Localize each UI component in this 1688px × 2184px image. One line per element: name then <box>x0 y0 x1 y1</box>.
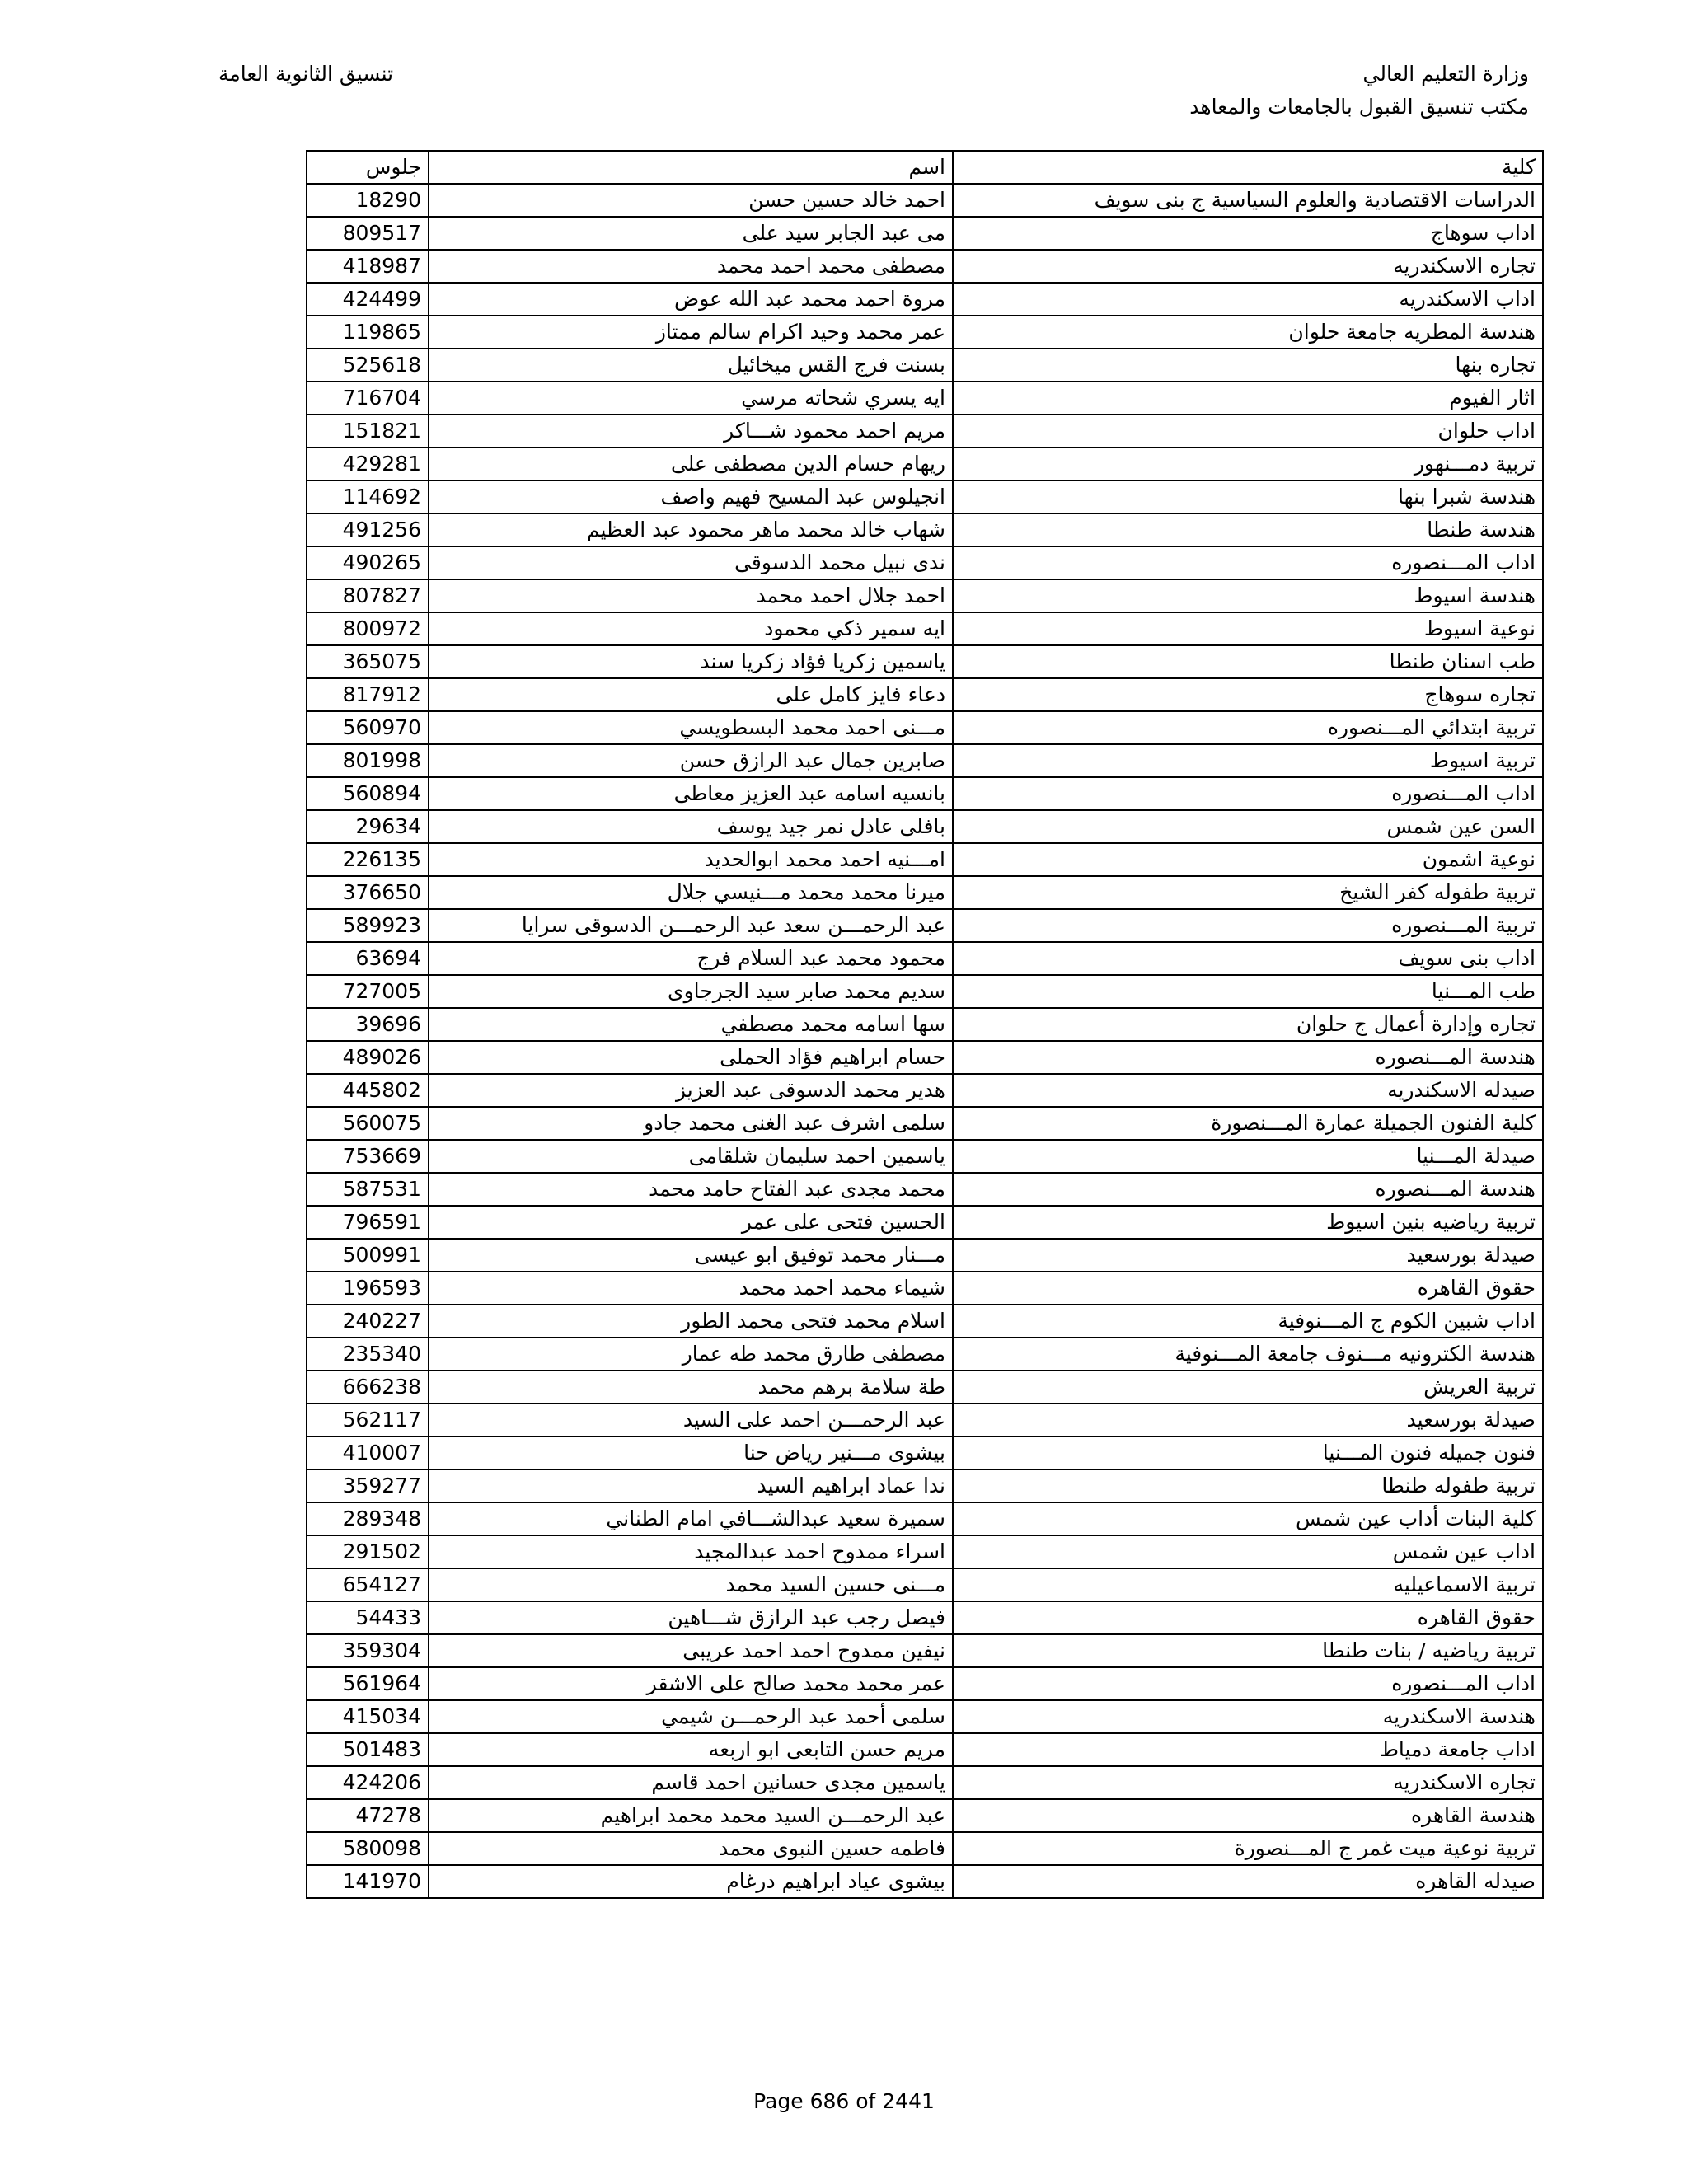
seat-cell: 196593 <box>307 1272 429 1305</box>
faculty-cell: اداب الاسكندريه <box>953 283 1543 316</box>
seat-cell: 800972 <box>307 612 429 645</box>
name-cell: ياسمين زكريا فؤاد زكريا سند <box>429 645 953 678</box>
table-row <box>307 250 1543 283</box>
faculty-cell: صيدله الاسكندريه <box>953 1074 1543 1107</box>
faculty-cell: تجاره سوهاج <box>953 678 1543 711</box>
table-row <box>307 1436 1543 1469</box>
faculty-cell: صيدلة بورسعيد <box>953 1404 1543 1436</box>
table-row <box>307 513 1543 546</box>
faculty-cell: حقوق القاهره <box>953 1601 1543 1634</box>
table-row <box>307 415 1543 448</box>
name-cell: سلمى اشرف عبد الغنى محمد جادو <box>429 1107 953 1140</box>
seat-cell: 291502 <box>307 1535 429 1568</box>
name-cell: مـــنى احمد محمد البسطويسي <box>429 711 953 744</box>
seat-cell: 489026 <box>307 1041 429 1074</box>
table-row <box>307 1469 1543 1502</box>
table-row <box>307 1766 1543 1799</box>
faculty-cell: حقوق القاهره <box>953 1272 1543 1305</box>
table-row <box>307 1535 1543 1568</box>
faculty-cell: تجاره الاسكندريه <box>953 1766 1543 1799</box>
name-cell: بيشوى مـــنير رياض حنا <box>429 1436 953 1469</box>
faculty-cell: هندسة المـــنصوره <box>953 1041 1543 1074</box>
faculty-cell: تجاره وإدارة أعمال ج حلوان <box>953 1008 1543 1041</box>
name-cell: ياسمين احمد سليمان شلقامى <box>429 1140 953 1173</box>
name-cell: بانسيه اسامه عبد العزيز معاطى <box>429 777 953 810</box>
seat-cell: 39696 <box>307 1008 429 1041</box>
table-row <box>307 579 1543 612</box>
header-seat: جلوس <box>307 151 429 184</box>
faculty-cell: تربية نوعية ميت غمر ج المـــنصورة <box>953 1832 1543 1865</box>
table-row <box>307 1140 1543 1173</box>
table-row <box>307 1865 1543 1898</box>
table-row <box>307 942 1543 975</box>
seat-cell: 560970 <box>307 711 429 744</box>
table-row <box>307 1832 1543 1865</box>
faculty-cell: كلية الفنون الجميلة عمارة المـــنصورة <box>953 1107 1543 1140</box>
name-cell: مصطفى محمد احمد محمد <box>429 250 953 283</box>
faculty-cell: صيدله القاهره <box>953 1865 1543 1898</box>
table-row <box>307 645 1543 678</box>
seat-cell: 654127 <box>307 1568 429 1601</box>
seat-cell: 525618 <box>307 349 429 382</box>
table-header-row <box>307 151 1543 184</box>
faculty-cell: الدراسات الاقتصادية والعلوم السياسية ج بنى سويف <box>953 184 1543 217</box>
faculty-cell: فنون جميله فنون المـــنيا <box>953 1436 1543 1469</box>
seat-cell: 560075 <box>307 1107 429 1140</box>
faculty-cell: صيدلة المـــنيا <box>953 1140 1543 1173</box>
name-cell: امـــنيه احمد محمد ابوالحديد <box>429 843 953 876</box>
table-row <box>307 1700 1543 1733</box>
faculty-cell: اداب سوهاج <box>953 217 1543 250</box>
ministry-title: وزارة التعليم العالي <box>1362 62 1529 86</box>
table-row <box>307 810 1543 843</box>
table-row <box>307 1173 1543 1206</box>
seat-cell: 418987 <box>307 250 429 283</box>
name-cell: صابرين جمال عبد الرازق حسن <box>429 744 953 777</box>
faculty-cell: تربية العريش <box>953 1371 1543 1404</box>
seat-cell: 807827 <box>307 579 429 612</box>
name-cell: ايه سمير ذكي محمود <box>429 612 953 645</box>
table-row <box>307 1568 1543 1601</box>
name-cell: شهاب خالد محمد ماهر محمود عبد العظيم <box>429 513 953 546</box>
office-title: مكتب تنسيق القبول بالجامعات والمعاهد <box>1189 95 1529 119</box>
seat-cell: 727005 <box>307 975 429 1008</box>
seat-cell: 289348 <box>307 1502 429 1535</box>
name-cell: عمر محمد وحيد اكرام سالم ممتاز <box>429 316 953 349</box>
table-row <box>307 448 1543 480</box>
name-cell: سها اسامه محمد مصطفي <box>429 1008 953 1041</box>
seat-cell: 18290 <box>307 184 429 217</box>
table-row <box>307 909 1543 942</box>
table-row <box>307 1733 1543 1766</box>
faculty-cell: تربية رياضيه بنين اسيوط <box>953 1206 1543 1239</box>
seat-cell: 491256 <box>307 513 429 546</box>
seat-cell: 562117 <box>307 1404 429 1436</box>
seat-cell: 716704 <box>307 382 429 415</box>
seat-cell: 119865 <box>307 316 429 349</box>
name-cell: ريهام حسام الدين مصطفى على <box>429 448 953 480</box>
table-row <box>307 1008 1543 1041</box>
table-row <box>307 612 1543 645</box>
name-cell: بافلى عادل نمر جيد يوسف <box>429 810 953 843</box>
table-row <box>307 1371 1543 1404</box>
seat-cell: 753669 <box>307 1140 429 1173</box>
faculty-cell: هندسة طنطا <box>953 513 1543 546</box>
name-cell: ندا عماد ابراهيم السيد <box>429 1469 953 1502</box>
seat-cell: 490265 <box>307 546 429 579</box>
faculty-cell: تربية طفوله طنطا <box>953 1469 1543 1502</box>
seat-cell: 235340 <box>307 1338 429 1371</box>
name-cell: عبد الرحمـــن السيد محمد محمد ابراهيم <box>429 1799 953 1832</box>
name-cell: مريم حسن التابعى ابو اربعه <box>429 1733 953 1766</box>
name-cell: ياسمين مجدى حسانين احمد قاسم <box>429 1766 953 1799</box>
faculty-cell: نوعية اشمون <box>953 843 1543 876</box>
seat-cell: 376650 <box>307 876 429 909</box>
faculty-cell: تجاره بنها <box>953 349 1543 382</box>
faculty-cell: اداب عين شمس <box>953 1535 1543 1568</box>
table-row <box>307 1338 1543 1371</box>
table-row <box>307 1667 1543 1700</box>
seat-cell: 580098 <box>307 1832 429 1865</box>
seat-cell: 29634 <box>307 810 429 843</box>
table-row <box>307 1601 1543 1634</box>
page-number: Page 686 of 2441 <box>753 2089 935 2113</box>
faculty-cell: هندسة المـــنصوره <box>953 1173 1543 1206</box>
name-cell: نيفين ممدوح احمد احمد عريبى <box>429 1634 953 1667</box>
name-cell: طة سلامة برهم محمد <box>429 1371 953 1404</box>
faculty-cell: هندسة الاسكندريه <box>953 1700 1543 1733</box>
seat-cell: 141970 <box>307 1865 429 1898</box>
table-row <box>307 349 1543 382</box>
table-row <box>307 1239 1543 1272</box>
name-cell: حسام ابراهيم فؤاد الحملى <box>429 1041 953 1074</box>
seat-cell: 424499 <box>307 283 429 316</box>
name-cell: سميرة سعيد عبدالشـــافي امام الطناني <box>429 1502 953 1535</box>
name-cell: انجيلوس عبد المسيح فهيم واصف <box>429 480 953 513</box>
faculty-cell: تجاره الاسكندريه <box>953 250 1543 283</box>
seat-cell: 429281 <box>307 448 429 480</box>
header-faculty: كلية <box>953 151 1543 184</box>
name-cell: بسنت فرج القس ميخائيل <box>429 349 953 382</box>
seat-cell: 817912 <box>307 678 429 711</box>
table-row <box>307 480 1543 513</box>
faculty-cell: كلية البنات أداب عين شمس <box>953 1502 1543 1535</box>
admissions-table <box>306 150 1544 1899</box>
table-row <box>307 283 1543 316</box>
faculty-cell: تربية طفوله كفر الشيخ <box>953 876 1543 909</box>
faculty-cell: تربية ابتدائي المـــنصوره <box>953 711 1543 744</box>
faculty-cell: اداب المـــنصوره <box>953 777 1543 810</box>
table-row <box>307 1206 1543 1239</box>
name-cell: الحسين فتحى على عمر <box>429 1206 953 1239</box>
faculty-cell: هندسة الكترونيه مـــنوف جامعة المـــنوفية <box>953 1338 1543 1371</box>
seat-cell: 809517 <box>307 217 429 250</box>
name-cell: شيماء محمد احمد محمد <box>429 1272 953 1305</box>
seat-cell: 415034 <box>307 1700 429 1733</box>
name-cell: مـــنى حسين السيد محمد <box>429 1568 953 1601</box>
table-row <box>307 184 1543 217</box>
name-cell: فاطمه حسين النبوى محمد <box>429 1832 953 1865</box>
name-cell: عبد الرحمـــن احمد على السيد <box>429 1404 953 1436</box>
seat-cell: 589923 <box>307 909 429 942</box>
name-cell: مى عبد الجابر سيد على <box>429 217 953 250</box>
name-cell: سلمى أحمد عبد الرحمـــن شيمي <box>429 1700 953 1733</box>
name-cell: ندى نبيل محمد الدسوقى <box>429 546 953 579</box>
seat-cell: 226135 <box>307 843 429 876</box>
table-row <box>307 1404 1543 1436</box>
seat-cell: 666238 <box>307 1371 429 1404</box>
seat-cell: 359277 <box>307 1469 429 1502</box>
name-cell: هدير محمد الدسوقى عبد العزيز <box>429 1074 953 1107</box>
faculty-cell: اداب شبين الكوم ج المـــنوفية <box>953 1305 1543 1338</box>
faculty-cell: هندسة القاهره <box>953 1799 1543 1832</box>
table-row <box>307 382 1543 415</box>
seat-cell: 365075 <box>307 645 429 678</box>
name-cell: سديم محمد صابر سيد الجرجاوى <box>429 975 953 1008</box>
seat-cell: 587531 <box>307 1173 429 1206</box>
faculty-cell: نوعية اسيوط <box>953 612 1543 645</box>
faculty-cell: اداب بنى سويف <box>953 942 1543 975</box>
table-row <box>307 546 1543 579</box>
faculty-cell: صيدلة بورسعيد <box>953 1239 1543 1272</box>
seat-cell: 359304 <box>307 1634 429 1667</box>
seat-cell: 63694 <box>307 942 429 975</box>
table-row <box>307 1502 1543 1535</box>
name-cell: دعاء فايز كامل على <box>429 678 953 711</box>
table-row <box>307 1107 1543 1140</box>
faculty-cell: تربية رياضيه / بنات طنطا <box>953 1634 1543 1667</box>
seat-cell: 54433 <box>307 1601 429 1634</box>
table-row <box>307 744 1543 777</box>
table-row <box>307 1799 1543 1832</box>
seat-cell: 114692 <box>307 480 429 513</box>
seat-cell: 561964 <box>307 1667 429 1700</box>
table-row <box>307 217 1543 250</box>
name-cell: اسلام محمد فتحى محمد الطور <box>429 1305 953 1338</box>
table-row <box>307 1074 1543 1107</box>
name-cell: محمود محمد عبد السلام فرج <box>429 942 953 975</box>
faculty-cell: اداب المـــنصوره <box>953 1667 1543 1700</box>
table-row <box>307 678 1543 711</box>
table-row <box>307 316 1543 349</box>
table-row <box>307 777 1543 810</box>
seat-cell: 560894 <box>307 777 429 810</box>
table-row <box>307 843 1543 876</box>
seat-cell: 801998 <box>307 744 429 777</box>
faculty-cell: تربية الاسماعيليه <box>953 1568 1543 1601</box>
faculty-cell: هندسة شبرا بنها <box>953 480 1543 513</box>
name-cell: ايه يسري شحاته مرسي <box>429 382 953 415</box>
name-cell: بيشوى عياد ابراهيم درغام <box>429 1865 953 1898</box>
table-row <box>307 1272 1543 1305</box>
seat-cell: 445802 <box>307 1074 429 1107</box>
table-row <box>307 1305 1543 1338</box>
faculty-cell: السن عين شمس <box>953 810 1543 843</box>
name-cell: مريم احمد محمود شـــاكر <box>429 415 953 448</box>
name-cell: احمد جلال احمد محمد <box>429 579 953 612</box>
name-cell: محمد مجدى عبد الفتاح حامد محمد <box>429 1173 953 1206</box>
seat-cell: 796591 <box>307 1206 429 1239</box>
name-cell: مـــنار محمد توفيق ابو عيسى <box>429 1239 953 1272</box>
header-name: اسم <box>429 151 953 184</box>
seat-cell: 47278 <box>307 1799 429 1832</box>
seat-cell: 240227 <box>307 1305 429 1338</box>
table-row <box>307 1634 1543 1667</box>
name-cell: عبد الرحمـــن سعد عبد الرحمـــن الدسوقى سرايا <box>429 909 953 942</box>
faculty-cell: اداب جامعة دمياط <box>953 1733 1543 1766</box>
seat-cell: 500991 <box>307 1239 429 1272</box>
table-row <box>307 876 1543 909</box>
faculty-cell: اداب المـــنصوره <box>953 546 1543 579</box>
name-cell: احمد خالد حسين حسن <box>429 184 953 217</box>
name-cell: ميرنا محمد محمد مـــنيسي جلال <box>429 876 953 909</box>
faculty-cell: تربية اسيوط <box>953 744 1543 777</box>
faculty-cell: طب المـــنيا <box>953 975 1543 1008</box>
table-row <box>307 1041 1543 1074</box>
seat-cell: 424206 <box>307 1766 429 1799</box>
faculty-cell: تربية دمـــنهور <box>953 448 1543 480</box>
faculty-cell: اداب حلوان <box>953 415 1543 448</box>
table-row <box>307 711 1543 744</box>
name-cell: مروة احمد محمد عبد الله عوض <box>429 283 953 316</box>
name-cell: اسراء ممدوح احمد عبدالمجيد <box>429 1535 953 1568</box>
table-row <box>307 975 1543 1008</box>
name-cell: فيصل رجب عبد الرازق شـــاهين <box>429 1601 953 1634</box>
name-cell: مصطفى طارق محمد طه عمار <box>429 1338 953 1371</box>
section-title: تنسيق الثانوية العامة <box>218 62 394 86</box>
name-cell: عمر محمد محمد صالح على الاشقر <box>429 1667 953 1700</box>
faculty-cell: اثار الفيوم <box>953 382 1543 415</box>
seat-cell: 501483 <box>307 1733 429 1766</box>
faculty-cell: هندسة اسيوط <box>953 579 1543 612</box>
seat-cell: 410007 <box>307 1436 429 1469</box>
faculty-cell: هندسة المطريه جامعة حلوان <box>953 316 1543 349</box>
faculty-cell: تربية المـــنصوره <box>953 909 1543 942</box>
faculty-cell: طب اسنان طنطا <box>953 645 1543 678</box>
seat-cell: 151821 <box>307 415 429 448</box>
